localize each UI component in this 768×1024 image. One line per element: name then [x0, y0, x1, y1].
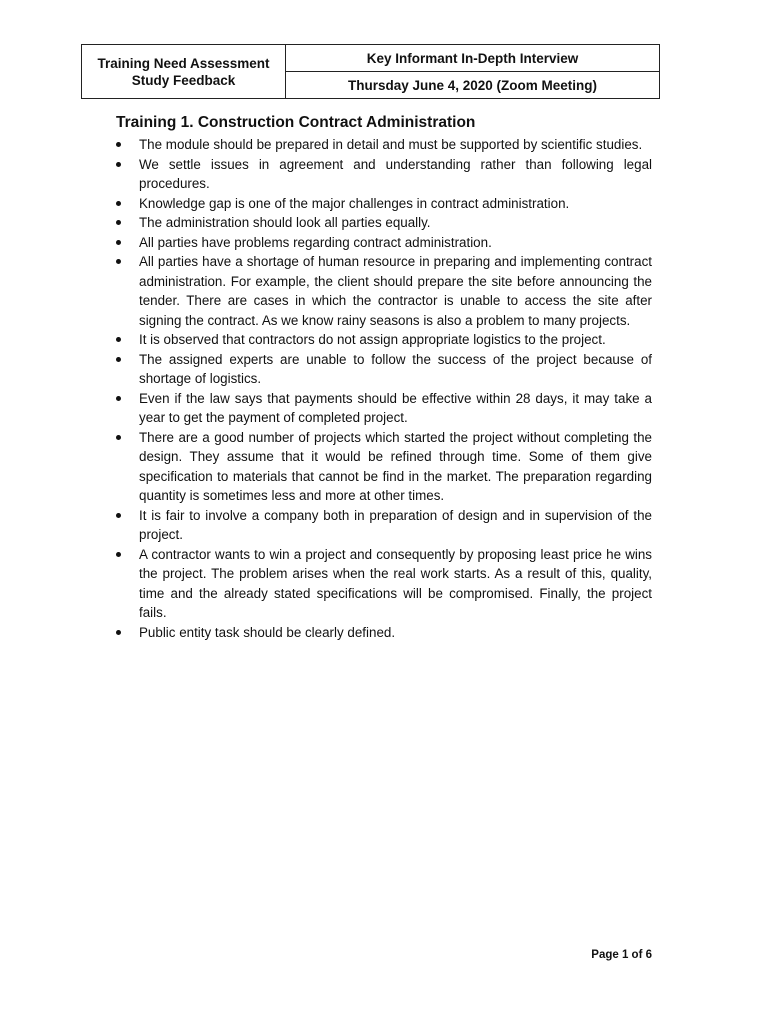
- bullet-item: [139, 252, 652, 330]
- bullet-text: Public entity task should be clearly defined.: [139, 624, 396, 640]
- header-study-title-line2: Study Feedback: [131, 72, 236, 88]
- bullet-item: [139, 233, 652, 253]
- bullet-item: [139, 428, 652, 506]
- bullet-item: [139, 623, 652, 643]
- header-study-title: [82, 45, 286, 99]
- bullet-item: [139, 506, 652, 545]
- bullet-item: [139, 155, 652, 194]
- page-number: Page 1 of 6: [591, 949, 652, 961]
- bullet-dot-icon: [116, 357, 121, 362]
- bullet-dot-icon: [116, 396, 121, 401]
- bullet-text: Even if the law says that payments should be effective within 28 days, it may take a year to get the payment of completed project.: [139, 390, 652, 425]
- bullet-item: [139, 350, 652, 389]
- bullet-dot-icon: [116, 630, 121, 635]
- bullet-dot-icon: [116, 142, 121, 147]
- bullet-item: [139, 330, 652, 350]
- bullet-dot-icon: [116, 259, 121, 264]
- header-study-title-line1: Training Need Assessment: [97, 55, 270, 71]
- feedback-bullet-list: [139, 135, 652, 642]
- bullet-item: [139, 213, 652, 233]
- bullet-text: There are a good number of projects which started the project without completing the design. They assume that it would be refined through time. Some of them give specification to materials that cannot be find in the market. The preparation regarding quantity is sometimes less and more at other times.: [139, 429, 652, 503]
- bullet-item: [139, 194, 652, 214]
- bullet-text: All parties have a shortage of human resource in preparing and implementing contract administration. For example, the client should prepare the site before announcing the tender. There are cases in which the contractor is unable to access the site after signing the contract. As we know rainy seasons is also a problem to many projects.: [139, 254, 652, 328]
- bullet-text: Knowledge gap is one of the major challenges in contract administration.: [139, 195, 570, 211]
- bullet-dot-icon: [116, 162, 121, 167]
- bullet-dot-icon: [116, 240, 121, 245]
- bullet-dot-icon: [116, 513, 121, 518]
- bullet-text: The assigned experts are unable to follow the success of the project because of shortage of logistics.: [139, 351, 652, 386]
- bullet-text: It is fair to involve a company both in preparation of design and in supervision of the project.: [139, 507, 652, 542]
- bullet-item: [139, 389, 652, 428]
- header-interview-type: Key Informant In-Depth Interview: [286, 45, 660, 72]
- bullet-text: The administration should look all parties equally.: [139, 215, 431, 230]
- bullet-dot-icon: [116, 435, 121, 440]
- document-header-table: [81, 44, 660, 99]
- bullet-dot-icon: [116, 220, 121, 225]
- bullet-text: The module should be prepared in detail and must be supported by scientific studies.: [139, 137, 643, 152]
- bullet-dot-icon: [116, 201, 121, 206]
- bullet-text: A contractor wants to win a project and consequently by proposing least price he wins the project. The problem arises when the real work starts. As a result of this, quality, time and the already stated specifications will be compromised. Finally, the project fails.: [139, 546, 652, 620]
- bullet-text: It is observed that contractors do not assign appropriate logistics to the project.: [139, 332, 606, 347]
- bullet-item: [139, 545, 652, 623]
- bullet-text: All parties have problems regarding contract administration.: [139, 234, 492, 250]
- section-heading: Training 1. Construction Contract Administration: [116, 114, 476, 131]
- bullet-dot-icon: [116, 337, 121, 342]
- header-interview-date: Thursday June 4, 2020 (Zoom Meeting): [286, 72, 660, 99]
- bullet-dot-icon: [116, 552, 121, 557]
- bullet-item: [139, 135, 652, 155]
- bullet-text: We settle issues in agreement and understanding rather than following legal procedures.: [139, 156, 652, 191]
